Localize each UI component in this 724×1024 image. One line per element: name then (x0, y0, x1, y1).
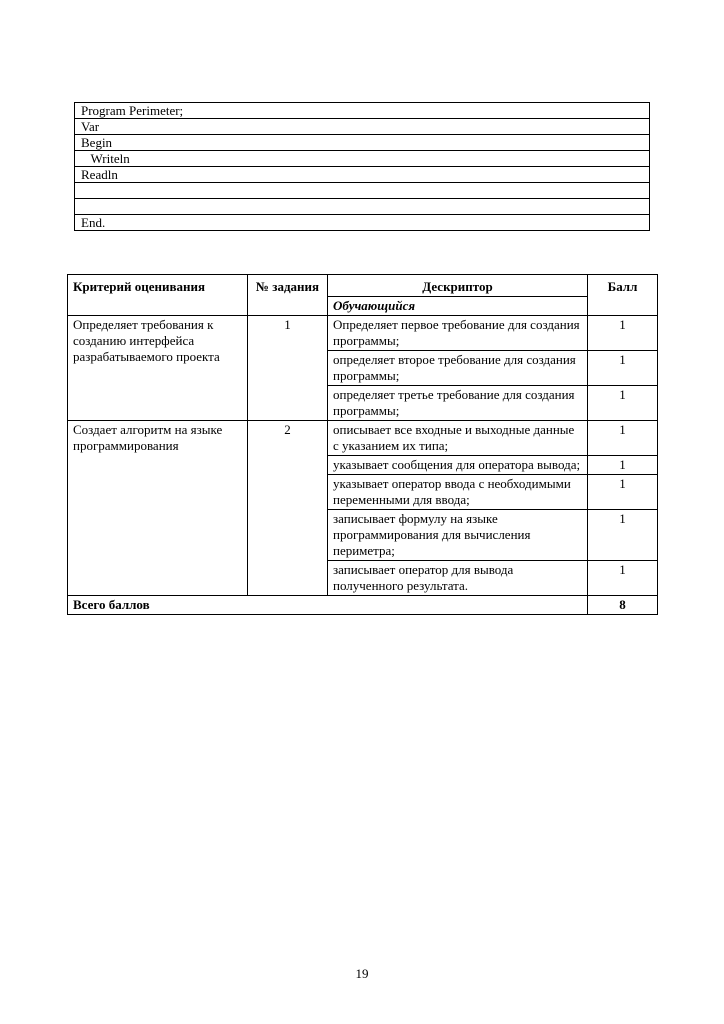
descriptor-cell: указывает сообщения для оператора вывода; (328, 456, 588, 475)
score-cell: 1 (588, 316, 658, 351)
score-cell: 1 (588, 421, 658, 456)
code-line-text: Readln (75, 167, 650, 183)
code-line (75, 119, 650, 135)
code-line (75, 167, 650, 183)
code-line-text (75, 183, 650, 199)
score-cell: 1 (588, 386, 658, 421)
code-line (75, 151, 650, 167)
page-number: 19 (355, 966, 369, 981)
score-cell: 1 (588, 351, 658, 386)
table-header-row (68, 275, 658, 297)
code-line-text (75, 199, 650, 215)
criterion-cell: Создает алгоритм на языке программирования (68, 421, 248, 596)
score-cell: 1 (588, 475, 658, 510)
table-row (68, 316, 658, 351)
table-row (68, 421, 658, 456)
code-line (75, 103, 650, 119)
task-number-cell: 1 (248, 316, 328, 421)
code-line-text: End. (75, 215, 650, 231)
code-line (75, 135, 650, 151)
descriptor-cell: записывает оператор для вывода полученного результата. (328, 561, 588, 596)
descriptor-cell: определяет второе требование для создания программы; (328, 351, 588, 386)
code-line-text: Writeln (75, 151, 650, 167)
total-label: Всего баллов (68, 596, 588, 615)
header-descriptor: Дескриптор (328, 275, 588, 297)
score-cell: 1 (588, 561, 658, 596)
descriptor-cell: определяет третье требование для создания программы; (328, 386, 588, 421)
total-value: 8 (588, 596, 658, 615)
code-line (75, 215, 650, 231)
descriptor-cell: записывает формулу на языке программирования для вычисления периметра; (328, 510, 588, 561)
assessment-criteria-table (67, 274, 658, 615)
total-row (68, 596, 658, 615)
descriptor-cell: описывает все входные и выходные данные с указанием их типа; (328, 421, 588, 456)
score-cell: 1 (588, 456, 658, 475)
score-cell: 1 (588, 510, 658, 561)
code-line-text: Var (75, 119, 650, 135)
descriptor-cell: указывает оператор ввода с необходимыми переменными для ввода; (328, 475, 588, 510)
code-line (75, 199, 650, 215)
criterion-cell: Определяет требования к созданию интерфейса разрабатываемого проекта (68, 316, 248, 421)
header-task-number: № задания (248, 275, 328, 316)
header-criterion: Критерий оценивания (68, 275, 248, 316)
descriptor-cell: Определяет первое требование для создания программы; (328, 316, 588, 351)
code-line (75, 183, 650, 199)
header-score: Балл (588, 275, 658, 316)
code-line-text: Begin (75, 135, 650, 151)
code-line-text: Program Perimeter; (75, 103, 650, 119)
code-box (74, 102, 650, 231)
task-number-cell: 2 (248, 421, 328, 596)
header-learner: Обучающийся (328, 297, 588, 316)
